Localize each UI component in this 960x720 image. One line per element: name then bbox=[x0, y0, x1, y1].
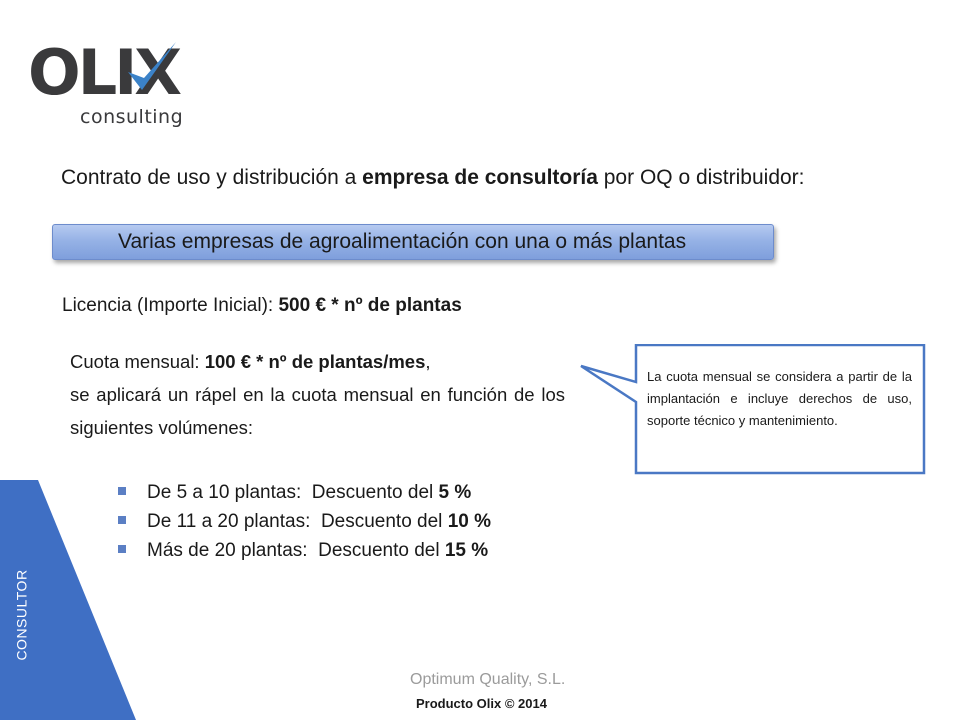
license-label: Licencia (Importe Inicial): bbox=[62, 295, 279, 316]
discount-text: Descuento del bbox=[311, 482, 439, 503]
discount-pct: 5 % bbox=[438, 482, 472, 503]
callout-text: La cuota mensual se considera a partir de la implantación e incluye derechos de uso, soporte técnico y mantenimiento. bbox=[647, 369, 912, 428]
heading-bold: empresa de consultoría bbox=[362, 166, 598, 189]
discount-pct: 15 % bbox=[444, 540, 489, 561]
discount-text: Descuento del bbox=[318, 540, 445, 561]
license-line bbox=[62, 295, 462, 317]
footer-product: Producto Olix © 2014 bbox=[416, 696, 547, 711]
list-item bbox=[118, 478, 491, 507]
side-tab-text: CONSULTOR bbox=[14, 569, 31, 661]
heading-suffix: por OQ o distribuidor: bbox=[597, 166, 805, 189]
cuota-label: Cuota mensual: bbox=[70, 351, 205, 372]
discount-range: Más de 20 plantas: bbox=[147, 540, 308, 561]
highlight-band-text: Varias empresas de agroalimentación con una o más plantas bbox=[118, 230, 687, 253]
page-heading bbox=[61, 166, 805, 190]
cuota-paragraph bbox=[70, 345, 565, 444]
discount-pct: 10 % bbox=[447, 511, 491, 532]
side-tab-label bbox=[6, 555, 38, 675]
logo-check-icon bbox=[120, 38, 180, 108]
discount-list bbox=[118, 478, 491, 565]
list-item bbox=[118, 536, 491, 565]
license-value: 500 € * nº de plantas bbox=[278, 295, 462, 316]
cuota-value: 100 € * nº de plantas/mes bbox=[204, 351, 426, 372]
list-item bbox=[118, 507, 491, 536]
logo-wordmark: OLIX bbox=[28, 36, 180, 109]
cuota-comma: , bbox=[425, 351, 431, 372]
discount-range: De 5 a 10 plantas: bbox=[147, 482, 302, 503]
footer-company: Optimum Quality, S.L. bbox=[410, 671, 566, 688]
discount-text: Descuento del bbox=[320, 511, 448, 532]
cuota-rest: se aplicará un rápel en la cuota mensual en función de los siguientes volúmenes: bbox=[70, 384, 565, 438]
logo-tagline: consulting bbox=[80, 106, 184, 128]
discount-range: De 11 a 20 plantas: bbox=[147, 511, 311, 532]
heading-prefix: Contrato de uso y distribución a bbox=[61, 166, 363, 189]
